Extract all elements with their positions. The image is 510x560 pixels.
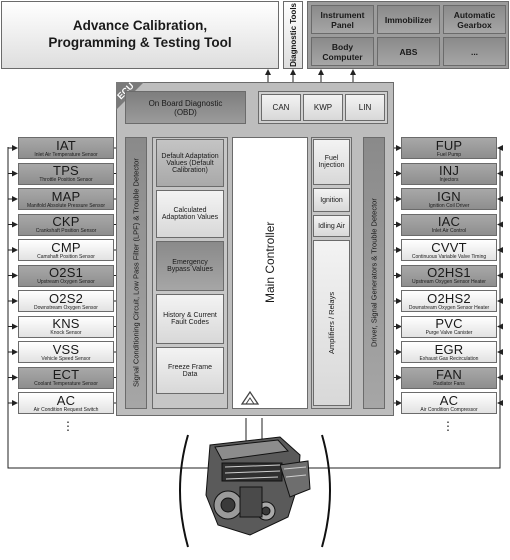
module-instrument-panel: Instrument Panel (311, 5, 374, 34)
memory-fault-codes: History & Current Fault Codes (156, 294, 224, 344)
sensor-kns (18, 316, 114, 338)
actuator-o2hs2 (401, 290, 497, 312)
sensor-vss (18, 341, 114, 363)
actuator-iac (401, 214, 497, 236)
actuator-name: Ignition Coil Driver (428, 202, 470, 209)
actuator-name: Purge Valve Canister (425, 330, 473, 336)
actuator-name: Upstream Oxygen Sensor Heater (412, 279, 486, 285)
actuator-inj (401, 163, 497, 185)
memory-freeze-frame: Freeze Frame Data (156, 347, 224, 394)
main-controller-label: Main Controller (263, 221, 277, 303)
actuator-abbr: O2HS2 (427, 290, 471, 306)
actuator-abbr: FAN (436, 367, 462, 382)
sensor-abbr: O2S2 (48, 290, 84, 306)
sensor-ac (18, 392, 114, 414)
memory-default-adaptation: Default Adaptation Values (Default Calibration) (156, 139, 224, 187)
sensor-abbr: KNS (52, 316, 80, 331)
manufacturer-logo-icon (240, 390, 260, 406)
sensor-name: Vehicle Speed Sensor (41, 355, 91, 362)
actuator-fup (401, 137, 497, 159)
amplifiers-relays-label: Amplifiers / Relays (327, 291, 336, 355)
bus-kwp: KWP (303, 94, 343, 121)
sensor-ckp (18, 214, 114, 236)
actuator-abbr: EGR (434, 341, 464, 357)
sensor-o2s2 (18, 290, 114, 312)
actuator-name: Radiator Fans (433, 381, 465, 387)
actuator-ign (401, 188, 497, 210)
bus-lin: LIN (345, 94, 385, 121)
function-ignition: Ignition (313, 188, 350, 212)
sensor-abbr: CKP (52, 214, 80, 229)
actuator-name: Air Condition Compressor (420, 406, 478, 413)
sensor-name: Inlet Air Temperature Sensor (34, 151, 98, 158)
sensor-abbr: VSS (52, 341, 80, 357)
module-immobilizer: Immobilizer (377, 5, 440, 34)
actuator-name: Inlet Air Control (431, 228, 467, 234)
actuator-abbr: IGN (437, 188, 461, 204)
actuator-egr (401, 341, 497, 363)
calibration-tool-title: Advance Calibration, Programming & Testing Tool (48, 18, 232, 50)
sensor-name: Coolant Temperature Sensor (34, 381, 98, 387)
sensor-abbr: O2S1 (48, 265, 84, 280)
bus-can: CAN (261, 94, 301, 121)
sensor-iat (18, 137, 114, 159)
sensor-abbr: MAP (51, 188, 81, 204)
actuator-abbr: CVVT (431, 239, 467, 255)
sensor-ellipsis: ⋮ (62, 419, 74, 433)
sensor-name: Camshaft Position Sensor (37, 253, 95, 260)
sensor-name: Knock Sensor (50, 330, 82, 336)
actuator-ac (401, 392, 497, 414)
sensor-ect (18, 367, 114, 389)
sensor-abbr: CMP (51, 239, 81, 255)
sensor-name: Downstream Oxygen Sensor (34, 304, 98, 311)
actuator-fan (401, 367, 497, 389)
actuator-o2hs1 (401, 265, 497, 287)
actuator-abbr: AC (439, 392, 459, 408)
sensor-name: Manifold Absolute Pressure Sensor (26, 202, 106, 209)
actuator-cvvt (401, 239, 497, 261)
sensor-abbr: TPS (53, 163, 79, 178)
sensor-tps (18, 163, 114, 185)
driver-label: Driver, Signal Generators & Trouble Detector (369, 198, 379, 348)
actuator-ellipsis: ⋮ (442, 419, 454, 433)
actuator-name: Injectors (439, 177, 459, 183)
engine-illustration (170, 425, 340, 555)
actuator-name: Exhaust Gas Recirculation (419, 355, 479, 362)
memory-emergency-bypass: Emergency Bypass Values (156, 241, 224, 291)
actuator-abbr: PVC (435, 316, 463, 331)
actuator-name: Downstream Oxygen Sensor Heater (408, 304, 490, 311)
module-abs: ABS (377, 37, 440, 66)
sensor-cmp (18, 239, 114, 261)
module-automatic-gearbox: Automatic Gearbox (443, 5, 506, 34)
actuator-abbr: FUP (435, 137, 463, 153)
module-body-computer: Body Computer (311, 37, 374, 66)
bus-panel (258, 91, 388, 124)
actuator-name: Fuel Pump (436, 151, 462, 158)
sensor-map (18, 188, 114, 210)
actuator-name: Continuous Variable Valve Timing (411, 253, 487, 260)
actuator-abbr: INJ (438, 163, 460, 178)
function-idling-air: Idling Air (313, 215, 350, 237)
sensor-abbr: ECT (52, 367, 80, 382)
sensor-name: Upstream Oxygen Sensor (37, 279, 95, 285)
sensor-abbr: AC (56, 392, 76, 408)
sensor-name: Air Condition Request Switch (33, 406, 99, 413)
obd-box: On Board Diagnostic (OBD) (125, 91, 246, 124)
signal-conditioning-label: Signal Conditioning Circuit, Low Pass Filter (LPF) & Trouble Detector (131, 158, 141, 388)
actuator-abbr: IAC (437, 214, 461, 229)
module-more: ... (443, 37, 506, 66)
function-fuel-injection: Fuel Injection (313, 139, 350, 185)
sensor-o2s1 (18, 265, 114, 287)
sensor-abbr: IAT (56, 137, 76, 153)
sensor-name: Crankshaft Position Sensor (35, 228, 97, 234)
diagnostic-tools-label: Diagnostic Tools (288, 3, 298, 67)
memory-calculated-adaptation: Calculated Adaptation Values (156, 190, 224, 238)
actuator-abbr: O2HS1 (427, 265, 471, 280)
sensor-name: Throttle Position Sensor (39, 177, 93, 183)
actuator-pvc (401, 316, 497, 338)
